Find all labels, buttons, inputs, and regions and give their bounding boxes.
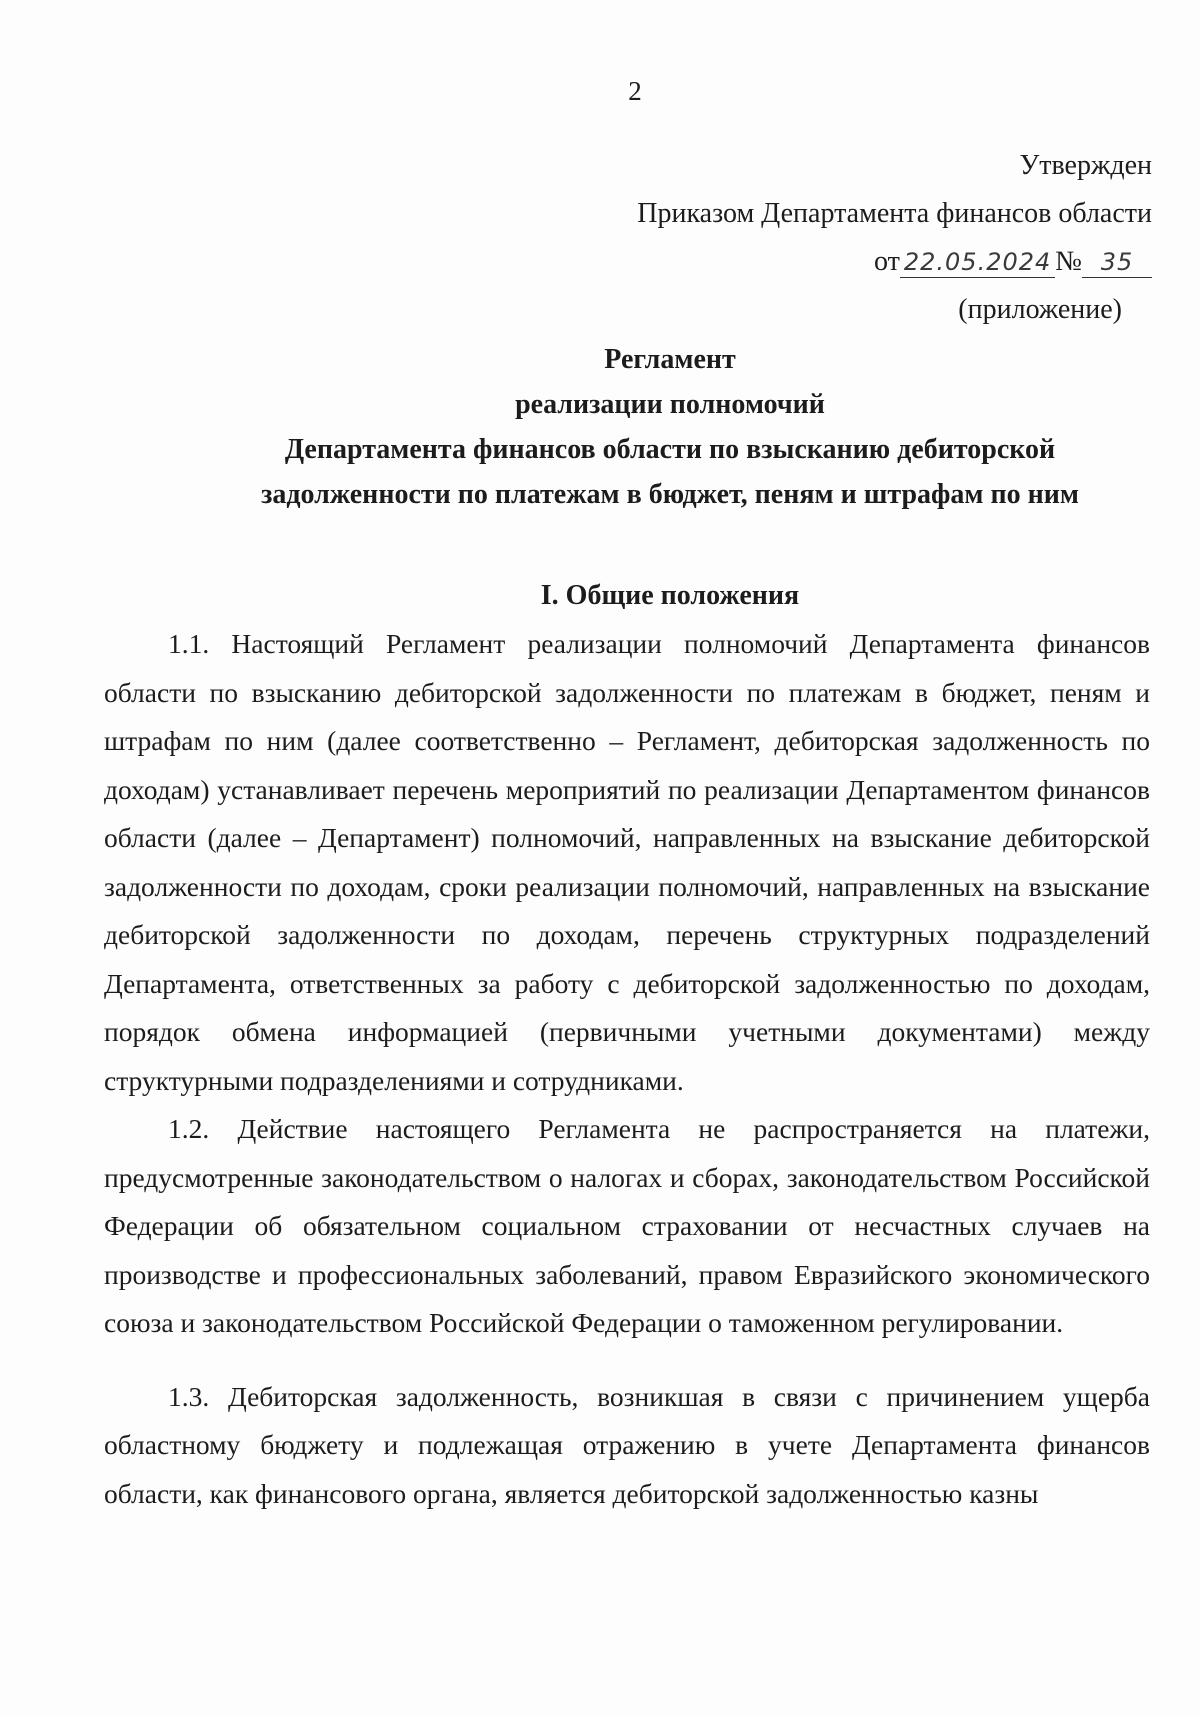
section-heading: I. Общие положения xyxy=(540,580,800,611)
title-line-1: Регламент xyxy=(604,344,736,375)
title-line-2: реализации полномочий xyxy=(515,389,825,420)
section-body xyxy=(104,620,1150,1518)
from-label: от xyxy=(873,246,900,277)
title-line-3: Департамента финансов области по взысканию дебиторской xyxy=(284,434,1056,465)
document-title xyxy=(0,337,1200,517)
order-label: Приказом Департамента финансов области xyxy=(637,198,1152,229)
paragraph-1-1: 1.1. Настоящий Регламент реализации полномочий Департамента финансов области по взысканию дебиторской задолженности по платежам в бюджет, пеням и штрафам по ним (далее соответственно – Регламент, дебиторская задолженность по доходам) устанавливает перечень мероприятий по реализации Департаментом финансов области (далее – Департамент) полномочий, направленных на взыскание дебиторской задолженности по доходам, сроки реализации полномочий, направленных на взыскание дебиторской задолженности по доходам, перечень структурных подразделений Департамента, ответственных за работу с дебиторской задолженностью по доходам, порядок обмена информацией (первичными учетными документами) между структурными подразделениями и сотрудниками. xyxy=(104,628,1150,1096)
handwritten-date: 22.05.2024 xyxy=(900,247,1055,278)
approved-label: Утвержден xyxy=(1019,150,1152,181)
approval-stamp-block xyxy=(637,142,1152,334)
handwritten-number: 35 xyxy=(1082,247,1152,278)
appendix-label: (приложение) xyxy=(958,294,1122,325)
number-label: № xyxy=(1055,246,1082,277)
order-date-number-line xyxy=(637,238,1152,286)
page-number: 2 xyxy=(628,76,642,106)
title-line-4: задолженности по платежам в бюджет, пеням и штрафам по ним xyxy=(261,479,1079,510)
paragraph-1-2: 1.2. Действие настоящего Регламента не распространяется на платежи, предусмотренные законодательством о налогах и сборах, законодательством Российской Федерации об обязательном социальном страховании от несчастных случаев на производстве и профессиональных заболеваний, правом Евразийского экономического союза и законодательством Российской Федерации о таможенном регулировании. xyxy=(104,1113,1150,1338)
paragraph-1-3: 1.3. Дебиторская задолженность, возникшая в связи с причинением ущерба областному бюджету и подлежащая отражению в учете Департамента финансов области, как финансового органа, является дебиторской задолженностью казны xyxy=(104,1380,1150,1509)
